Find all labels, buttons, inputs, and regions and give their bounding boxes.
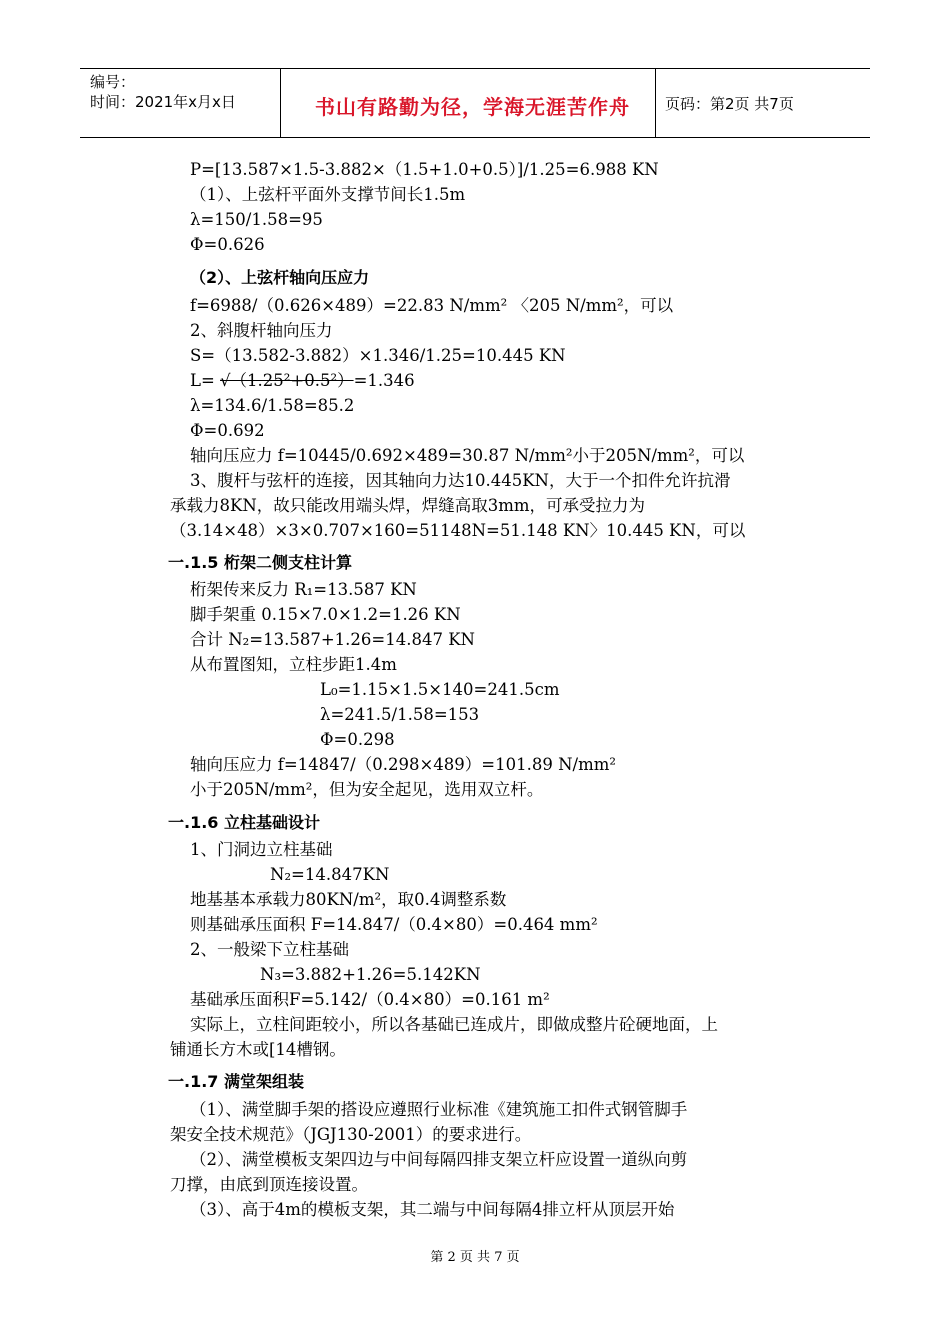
text-line: （3）、高于4m的模板支架，其二端与中间每隔4排立杆从顶层开始 [190, 1200, 675, 1219]
page-footer: 第 2 页 共 7 页 [430, 1250, 520, 1265]
text-line: 2、斜腹杆轴向压力 [190, 321, 333, 340]
text-line: 2、一般梁下立柱基础 [190, 940, 349, 959]
number-label: 编号： [90, 73, 136, 91]
section-heading: 一.1.5 桁架二侧支柱计算 [168, 553, 352, 572]
text-line: 实际上，立柱间距较小，所以各基础已连成片，即做成整片砼硬地面，上 [190, 1015, 718, 1034]
formula-prefix: L= [190, 371, 221, 390]
page-header [80, 68, 870, 138]
section-heading: 一.1.6 立柱基础设计 [168, 813, 320, 832]
formula-line [190, 369, 415, 393]
text-line: 地基基本承载力80KN/m²，取0.4调整系数 [190, 890, 507, 909]
text-line: 1、门洞边立柱基础 [190, 840, 333, 859]
text-line: 刀撑，由底到顶连接设置。 [170, 1175, 368, 1194]
text-line-bold: （2）、上弦杆轴向压应力 [190, 268, 370, 287]
text-line: 3、腹杆与弦杆的连接，因其轴向力达10.445KN，大于一个扣件允许抗滑 [190, 471, 731, 490]
text-line: 从布置图知，立柱步距1.4m [190, 655, 397, 674]
struck-formula: √（1.25²+0.5²） [220, 371, 354, 390]
text-line: λ=150/1.58=95 [190, 210, 323, 229]
text-line: 合计 N₂=13.587+1.26=14.847 KN [190, 630, 475, 649]
section-heading: 一.1.7 满堂架组装 [168, 1072, 304, 1091]
text-line: （1）、上弦杆平面外支撑节间长1.5m [190, 185, 466, 204]
text-line: 架安全技术规范》（JGJ130-2001）的要求进行。 [170, 1125, 532, 1144]
text-line: N₃=3.882+1.26=5.142KN [260, 965, 481, 984]
text-line: 基础承压面积F=5.142/（0.4×80）=0.161 m² [190, 990, 550, 1009]
text-line: λ=134.6/1.58=85.2 [190, 396, 355, 415]
text-line: f=6988/（0.626×489）=22.83 N/mm² 〈205 N/mm²，可以 [190, 296, 674, 315]
text-line: L₀=1.15×1.5×140=241.5cm [320, 680, 560, 699]
text-line: 轴向压应力 f=14847/（0.298×489）=101.89 N/mm² [190, 755, 616, 774]
text-line: （2）、满堂模板支架四边与中间每隔四排支架立杆应设置一道纵向剪 [190, 1150, 688, 1169]
text-line: 承载力8KN，故只能改用端头焊，焊缝高取3mm，可承受拉力为 [170, 496, 646, 515]
header-page-code: 页码：第2页 共7页 [665, 95, 794, 113]
text-line: Φ=0.626 [190, 235, 265, 254]
text-line: λ=241.5/1.58=153 [320, 705, 480, 724]
text-line: 铺通长方木或[14槽钢。 [170, 1040, 346, 1059]
text-line: Φ=0.298 [320, 730, 395, 749]
text-line: P=[13.587×1.5-3.882×（1.5+1.0+0.5）]/1.25=6.988 KN [190, 160, 659, 179]
text-line: 轴向压应力 f=10445/0.692×489=30.87 N/mm²小于205N/mm²，可以 [190, 446, 745, 465]
text-line: S=（13.582-3.882）×1.346/1.25=10.445 KN [190, 346, 566, 365]
text-line: 脚手架重 0.15×7.0×1.2=1.26 KN [190, 605, 461, 624]
text-line: 则基础承压面积 F=14.847/（0.4×80）=0.464 mm² [190, 915, 598, 934]
header-meta [90, 72, 236, 112]
text-line: 桁架传来反力 R₁=13.587 KN [190, 580, 417, 599]
text-line: Φ=0.692 [190, 421, 265, 440]
text-line: N₂=14.847KN [270, 865, 390, 884]
text-line: （1）、满堂脚手架的搭设应遵照行业标准《建筑施工扣件式钢管脚手 [190, 1100, 688, 1119]
formula-result: =1.346 [353, 371, 415, 390]
date-label: 时间：2021年x月x日 [90, 93, 236, 111]
header-motto: 书山有路勤为径，学海无涯苦作舟 [315, 95, 630, 119]
text-line: 小于205N/mm²，但为安全起见，选用双立杆。 [190, 780, 544, 799]
text-line: （3.14×48）×3×0.707×160=51148N=51.148 KN〉10.445 KN，可以 [170, 521, 746, 540]
